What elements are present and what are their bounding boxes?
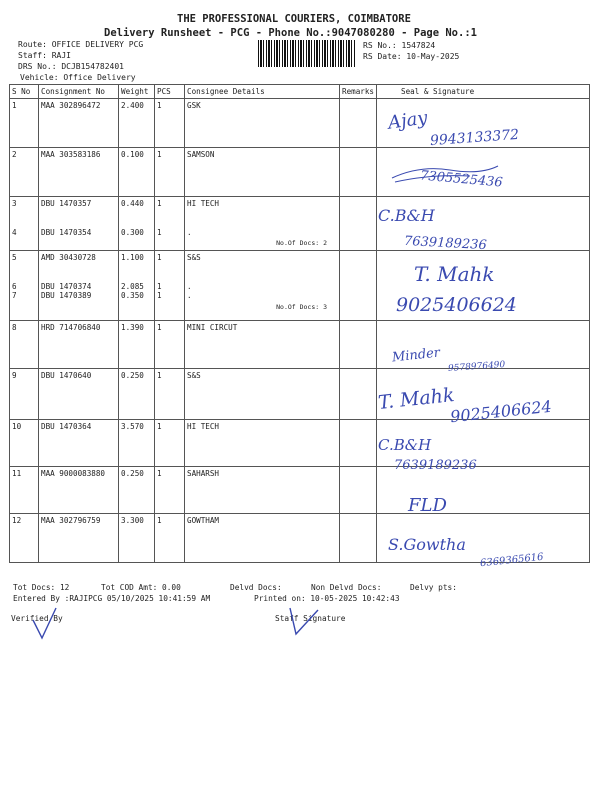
sno-value: 1 bbox=[12, 101, 17, 110]
cell-wt bbox=[119, 321, 155, 369]
total-docs: Tot Docs: 12 bbox=[13, 583, 70, 592]
cons-value bbox=[41, 209, 116, 219]
cell-cons bbox=[39, 197, 119, 251]
wt-value bbox=[121, 263, 152, 273]
cell-pcs bbox=[155, 99, 185, 148]
signature-2-phone: 7305525436 bbox=[419, 168, 504, 191]
cons-value: DBU 1470364 bbox=[41, 422, 92, 431]
verified-by: Verified By bbox=[11, 614, 63, 623]
cons-value: HRD 714706840 bbox=[41, 323, 101, 332]
cons-value bbox=[41, 263, 116, 273]
wt-value bbox=[121, 272, 152, 282]
cell-wt bbox=[119, 251, 155, 321]
consignee-value: MINI CIRCUT bbox=[187, 323, 238, 332]
cell-remarks bbox=[340, 99, 377, 148]
cell-consignee bbox=[185, 369, 340, 420]
cell-remarks bbox=[340, 467, 377, 514]
cell-remarks bbox=[340, 251, 377, 321]
cell-cons bbox=[39, 251, 119, 321]
cell-remarks bbox=[340, 197, 377, 251]
wt-value: 0.250 bbox=[121, 469, 144, 478]
signature-4-phone: 9025406624 bbox=[396, 294, 517, 316]
wt-value: 0.300 bbox=[121, 227, 144, 237]
consignee-value: . bbox=[187, 281, 192, 291]
consignee-value: GOWTHAM bbox=[187, 516, 220, 525]
col-remarks: Remarks bbox=[340, 85, 377, 99]
cell-sno bbox=[10, 99, 39, 148]
sno-value: 9 bbox=[12, 371, 17, 380]
wt-value: 2.085 bbox=[121, 281, 144, 291]
cell-sno bbox=[10, 369, 39, 420]
cell-pcs bbox=[155, 420, 185, 467]
pcs-value: 1 bbox=[157, 227, 162, 237]
cell-cons bbox=[39, 514, 119, 563]
table-row bbox=[10, 197, 590, 251]
cons-value: DBU 1470357 bbox=[41, 199, 92, 208]
sno-value: 12 bbox=[12, 516, 22, 525]
barcode bbox=[258, 40, 356, 67]
sno-value: 4 bbox=[12, 227, 17, 237]
table-header-row bbox=[10, 85, 590, 99]
cell-consignee bbox=[185, 420, 340, 467]
consignee-value: HI TECH bbox=[187, 199, 220, 208]
cell-pcs bbox=[155, 467, 185, 514]
cell-cons bbox=[39, 321, 119, 369]
sno-value bbox=[12, 263, 36, 273]
signature-9-name: S.Gowtha bbox=[388, 535, 466, 554]
wt-value: 0.250 bbox=[121, 371, 144, 380]
cell-sno bbox=[10, 420, 39, 467]
consignee-value bbox=[187, 209, 337, 219]
cons-value: MAA 302796759 bbox=[41, 516, 101, 525]
cell-consignee bbox=[185, 99, 340, 148]
cons-value: DBU 1470374 bbox=[41, 281, 92, 291]
table-row bbox=[10, 420, 590, 467]
cell-wt bbox=[119, 467, 155, 514]
delivery-points: Delvy pts: bbox=[410, 583, 457, 592]
cell-pcs bbox=[155, 148, 185, 197]
cell-sno bbox=[10, 467, 39, 514]
pcs-value bbox=[157, 263, 182, 273]
col-signature: Seal & Signature bbox=[377, 85, 590, 99]
wt-value bbox=[121, 218, 152, 228]
wt-value: 0.100 bbox=[121, 150, 144, 159]
pcs-value: 1 bbox=[157, 291, 162, 300]
col-pcs: PCS bbox=[155, 85, 185, 99]
pcs-value: 1 bbox=[157, 371, 162, 380]
cell-sno bbox=[10, 321, 39, 369]
consignee-value: HI TECH bbox=[187, 422, 220, 431]
cell-sno bbox=[10, 197, 39, 251]
sno-value: 6 bbox=[12, 281, 17, 291]
sno-value: 10 bbox=[12, 422, 22, 431]
wt-value: 0.440 bbox=[121, 199, 144, 208]
staff: Staff: RAJI bbox=[18, 51, 71, 60]
sno-value: 2 bbox=[12, 150, 17, 159]
delivered-docs: Delvd Docs: bbox=[230, 583, 282, 592]
route: Route: OFFICE DELIVERY PCG bbox=[18, 40, 144, 49]
cell-wt bbox=[119, 197, 155, 251]
cell-sno bbox=[10, 514, 39, 563]
cell-remarks bbox=[340, 420, 377, 467]
wt-value: 3.300 bbox=[121, 516, 144, 525]
pcs-value: 1 bbox=[157, 199, 162, 208]
cons-value: MAA 9000083880 bbox=[41, 469, 106, 478]
total-cod: Tot COD Amt: 0.00 bbox=[101, 583, 181, 592]
cons-value bbox=[41, 272, 116, 282]
cons-value bbox=[41, 218, 116, 228]
consignee-value: S&S bbox=[187, 371, 201, 380]
signature-3-phone: 7639189236 bbox=[403, 233, 488, 254]
consignee-value bbox=[187, 263, 337, 273]
cell-wt bbox=[119, 99, 155, 148]
signature-5-phone: 9578976490 bbox=[447, 360, 506, 374]
consignee-value bbox=[187, 272, 337, 282]
pcs-value: 1 bbox=[157, 516, 162, 525]
signature-3-name: C.B&H bbox=[378, 206, 435, 225]
sno-value bbox=[12, 218, 36, 228]
staff-signature: Staff Signature bbox=[275, 614, 346, 623]
rs-date: RS Date: 10-May-2025 bbox=[363, 52, 460, 61]
cell-remarks bbox=[340, 369, 377, 420]
consignee-value: GSK bbox=[187, 101, 201, 110]
cell-consignee bbox=[185, 467, 340, 514]
cell-pcs bbox=[155, 197, 185, 251]
sno-value: 11 bbox=[12, 469, 22, 478]
sno-value: 7 bbox=[12, 291, 17, 300]
non-delivered-docs: Non Delvd Docs: bbox=[311, 583, 382, 592]
col-consignee: Consignee Details bbox=[185, 85, 340, 99]
consignee-value: SAMSON bbox=[187, 150, 215, 159]
consignee-value: SAHARSH bbox=[187, 469, 220, 478]
printed-on: Printed on: 10-05-2025 10:42:43 bbox=[254, 594, 400, 603]
cell-pcs bbox=[155, 514, 185, 563]
verified-checkmark bbox=[30, 606, 60, 642]
cell-pcs bbox=[155, 321, 185, 369]
cell-wt bbox=[119, 420, 155, 467]
wt-value: 1.390 bbox=[121, 323, 144, 332]
company-name: THE PROFESSIONAL COURIERS, COIMBATORE bbox=[177, 13, 411, 25]
pcs-value: 1 bbox=[157, 253, 162, 262]
signature-6-name: T. Mahk bbox=[377, 384, 456, 414]
signature-7-phone: 7639189236 bbox=[394, 458, 477, 473]
cell-wt bbox=[119, 148, 155, 197]
cell-pcs bbox=[155, 369, 185, 420]
cell-consignee bbox=[185, 197, 340, 251]
cell-consignee bbox=[185, 514, 340, 563]
consignee-value: . bbox=[187, 227, 192, 237]
cell-cons bbox=[39, 467, 119, 514]
pcs-value bbox=[157, 272, 182, 282]
sno-value bbox=[12, 209, 36, 219]
pcs-value: 1 bbox=[157, 422, 162, 431]
cell-cons bbox=[39, 148, 119, 197]
cons-value: DBU 1470389 bbox=[41, 291, 92, 300]
sno-value: 5 bbox=[12, 253, 17, 262]
cell-sno bbox=[10, 251, 39, 321]
cell-cons bbox=[39, 369, 119, 420]
col-consignment: Consignment No bbox=[39, 85, 119, 99]
cell-wt bbox=[119, 514, 155, 563]
wt-value: 3.570 bbox=[121, 422, 144, 431]
signature-9-phone: 6369365616 bbox=[479, 551, 545, 570]
runsheet-table bbox=[9, 84, 590, 563]
vehicle: Vehicle: Office Delivery bbox=[20, 73, 136, 82]
cell-sno bbox=[10, 148, 39, 197]
wt-value: 2.400 bbox=[121, 101, 144, 110]
wt-value: 1.100 bbox=[121, 253, 144, 262]
docs-count: No.Of Docs: 2 bbox=[276, 239, 327, 247]
signature-1-name: Ajay bbox=[386, 107, 429, 134]
sno-value: 3 bbox=[12, 199, 17, 208]
wt-value: 0.350 bbox=[121, 291, 144, 300]
drs-number: DRS No.: DCJB154782401 bbox=[18, 62, 124, 71]
pcs-value bbox=[157, 218, 182, 228]
staff-checkmark bbox=[288, 604, 322, 640]
pcs-value: 1 bbox=[157, 323, 162, 332]
pcs-value: 1 bbox=[157, 101, 162, 110]
table-row bbox=[10, 148, 590, 197]
col-weight: Weight bbox=[119, 85, 155, 99]
consignee-value: . bbox=[187, 291, 192, 300]
cell-cons bbox=[39, 99, 119, 148]
cell-consignee bbox=[185, 251, 340, 321]
pcs-value bbox=[157, 209, 182, 219]
cons-value: DBU 1470640 bbox=[41, 371, 92, 380]
cell-remarks bbox=[340, 514, 377, 563]
consignee-value bbox=[187, 218, 337, 228]
runsheet-title: Delivery Runsheet - PCG - Phone No.:9047080280 - Page No.:1 bbox=[104, 27, 477, 39]
consignee-value: S&S bbox=[187, 253, 201, 262]
signature-7-name: C.B&H bbox=[378, 436, 432, 454]
pcs-value: 1 bbox=[157, 469, 162, 478]
signature-5-name: Minder bbox=[391, 345, 441, 366]
cell-remarks bbox=[340, 321, 377, 369]
cons-value: DBU 1470354 bbox=[41, 227, 92, 237]
cell-cons bbox=[39, 420, 119, 467]
entered-by: Entered By :RAJIPCG 05/10/2025 10:41:59 AM bbox=[13, 594, 211, 603]
docs-count: No.Of Docs: 3 bbox=[276, 302, 327, 311]
cell-remarks bbox=[340, 148, 377, 197]
cons-value: MAA 303583186 bbox=[41, 150, 101, 159]
col-sno: S No bbox=[10, 85, 39, 99]
signature-8-name: FLD bbox=[408, 495, 447, 516]
table-row bbox=[10, 467, 590, 514]
signature-4-name: T. Mahk bbox=[414, 262, 495, 286]
cell-wt bbox=[119, 369, 155, 420]
rs-number: RS No.: 1547824 bbox=[363, 41, 436, 50]
sno-value bbox=[12, 272, 36, 282]
cell-consignee bbox=[185, 148, 340, 197]
pcs-value: 1 bbox=[157, 281, 162, 291]
signature-1-phone: 9943133372 bbox=[429, 126, 520, 150]
signature-6-phone: 9025406624 bbox=[449, 396, 553, 427]
pcs-value: 1 bbox=[157, 150, 162, 159]
cell-pcs bbox=[155, 251, 185, 321]
wt-value bbox=[121, 209, 152, 219]
cell-consignee bbox=[185, 321, 340, 369]
cons-value: AMD 30430728 bbox=[41, 253, 96, 262]
cons-value: MAA 302896472 bbox=[41, 101, 101, 110]
sno-value: 8 bbox=[12, 323, 17, 332]
